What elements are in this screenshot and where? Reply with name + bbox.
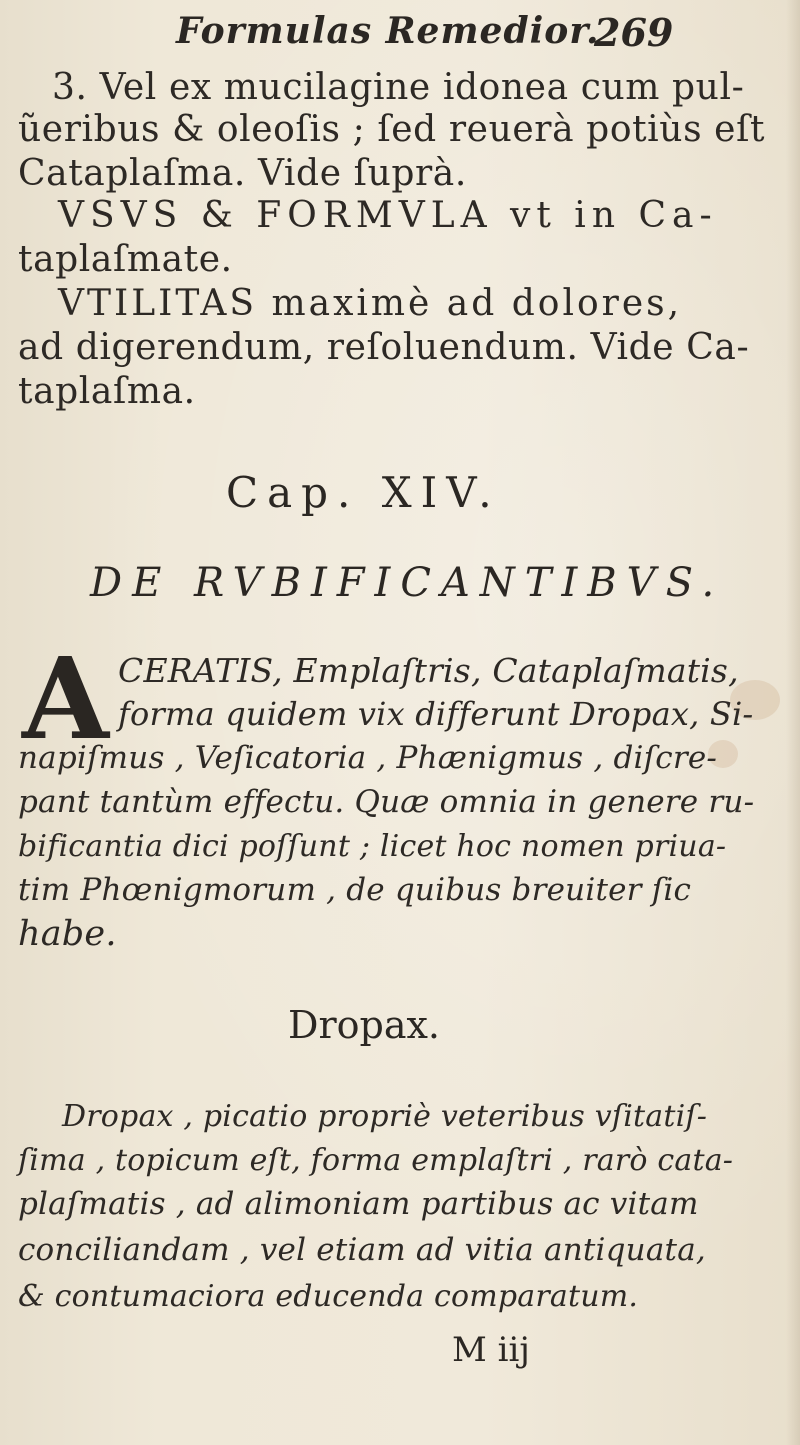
text-line: taplaſmate. xyxy=(18,239,233,280)
italic-line: plaſmatis , ad alimoniam partibus ac vitam xyxy=(18,1186,699,1222)
italic-line: conciliandam , vel etiam ad vitia antiquata, xyxy=(18,1232,706,1268)
signature-mark: M iij xyxy=(452,1330,530,1370)
text-line: Cataplaſma. Vide ſuprà. xyxy=(18,153,467,194)
italic-line: habe. xyxy=(18,914,117,954)
italic-line: pant tantùm effectu. Quæ omnia in genere ru- xyxy=(18,784,755,820)
chapter-label: Cap. XIV. xyxy=(226,468,501,517)
text-line: 3. Vel ex mucilagine idonea cum pul- xyxy=(52,67,745,108)
italic-line: & contumaciora educenda comparatum. xyxy=(18,1279,639,1314)
italic-line: forma quidem vix differunt Dropax, Si- xyxy=(118,695,754,733)
text-line: taplaſma. xyxy=(18,371,196,412)
italic-line: CERATIS, Emplaſtris, Cataplaſmatis, xyxy=(118,651,739,690)
text-line: ũeribus & oleoſis ; ſed reuerà potiùs eſt xyxy=(18,109,766,150)
chapter-title: DE RVBIFICANTIBVS. xyxy=(90,560,725,606)
section-heading: Dropax. xyxy=(288,1003,440,1047)
page-number: 269 xyxy=(594,10,674,55)
italic-line: tim Phœnigmorum , de quibus breuiter ſic xyxy=(18,872,692,908)
text-line: VSVS & FORMVLA vt in Ca- xyxy=(58,195,718,236)
italic-line: napiſmus , Veſicatoria , Phænigmus , diſcre- xyxy=(18,740,718,776)
drop-cap: A xyxy=(22,634,109,765)
italic-line: ſima , topicum eſt, forma emplaſtri , rarò cata- xyxy=(18,1143,734,1178)
running-title: Formulas Remedior. xyxy=(176,10,600,52)
page-edge-shadow xyxy=(786,0,800,1445)
text-line: ad digerendum, reſoluendum. Vide Ca- xyxy=(18,327,750,368)
text-line: VTILITAS maximè ad dolores, xyxy=(58,283,683,324)
italic-line: bificantia dici poſſunt ; licet hoc nomen priua- xyxy=(18,829,727,864)
italic-line: Dropax , picatio propriè veteribus vſitatiſ- xyxy=(62,1099,708,1134)
